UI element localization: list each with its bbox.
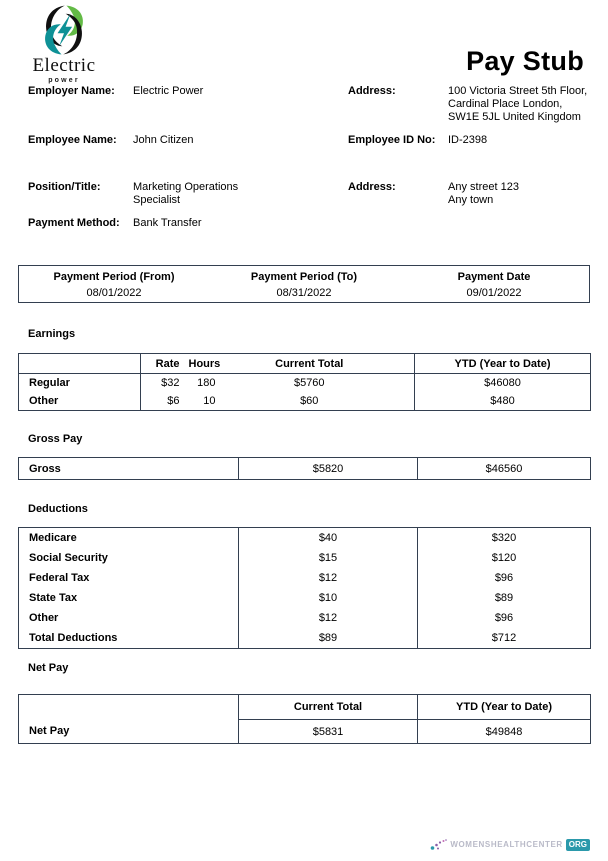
watermark xyxy=(430,838,590,851)
deduction-ytd: $320 xyxy=(418,528,591,549)
deductions-section-title: Deductions xyxy=(28,503,88,515)
earnings-row-regular xyxy=(19,374,591,393)
employee-id-label: Employee ID No: xyxy=(348,134,436,146)
payment-period-box xyxy=(18,265,590,303)
employee-id-value: ID-2398 xyxy=(448,134,488,146)
earnings-header-rate: Rate xyxy=(141,354,189,374)
deduction-current: $12 xyxy=(318,612,338,624)
earnings-header-hours: Hours xyxy=(189,354,235,374)
payment-period-from-header: Payment Period (From) xyxy=(53,271,175,283)
deduction-label: Medicare xyxy=(19,528,239,549)
earnings-table xyxy=(18,353,591,411)
employee-name-label: Employee Name: xyxy=(28,134,117,146)
net-pay-header-ytd: YTD (Year to Date) xyxy=(418,695,591,720)
deduction-current: $10 xyxy=(318,592,338,604)
payment-date-value: 09/01/2022 xyxy=(466,287,522,299)
deduction-label: Total Deductions xyxy=(19,628,239,649)
deduction-ytd: $96 xyxy=(418,608,591,628)
deductions-row-other xyxy=(19,608,591,628)
deductions-row-federal-tax xyxy=(19,568,591,588)
deduction-ytd: $120 xyxy=(418,548,591,568)
employee-address-label: Address: xyxy=(348,181,396,193)
gross-pay-table xyxy=(18,457,591,480)
net-pay-row-label: Net Pay xyxy=(19,695,239,744)
position-line2: Specialist xyxy=(133,194,181,206)
page-title: Pay Stub xyxy=(466,46,584,76)
employee-address-line2: Any town xyxy=(448,194,494,206)
deductions-row-medicare xyxy=(19,528,591,549)
position-title-value xyxy=(133,181,238,207)
gross-pay-section-title: Gross Pay xyxy=(28,433,83,445)
net-pay-current: $5831 xyxy=(312,725,344,738)
payment-period-from-value: 08/01/2022 xyxy=(86,287,142,299)
earnings-row-label: Other xyxy=(19,392,141,411)
deduction-ytd: $96 xyxy=(418,568,591,588)
employer-address-value xyxy=(448,85,587,124)
deduction-current: $15 xyxy=(318,552,338,564)
gross-row xyxy=(19,458,591,480)
employee-address-value xyxy=(448,181,519,207)
payment-period-to-header: Payment Period (To) xyxy=(250,271,358,283)
employee-name-value: John Citizen xyxy=(133,134,194,146)
earnings-row-current: $5760 xyxy=(293,377,325,389)
net-pay-header-current: Current Total xyxy=(239,695,418,720)
deduction-ytd: $89 xyxy=(418,588,591,608)
employer-address-line3: SW1E 5JL United Kingdom xyxy=(448,111,581,123)
deductions-row-social-security xyxy=(19,548,591,568)
deduction-current: $40 xyxy=(318,532,338,544)
deduction-label: Other xyxy=(19,608,239,628)
deduction-label: State Tax xyxy=(19,588,239,608)
employer-address-line1: 100 Victoria Street 5th Floor, xyxy=(448,85,588,97)
earnings-header-ytd: YTD (Year to Date) xyxy=(415,354,591,374)
net-pay-table xyxy=(18,694,591,744)
deductions-row-total xyxy=(19,628,591,649)
payment-date-header: Payment Date xyxy=(457,271,531,283)
deduction-label: Federal Tax xyxy=(19,568,239,588)
deductions-row-state-tax xyxy=(19,588,591,608)
deduction-current: $12 xyxy=(318,572,338,584)
deduction-current: $89 xyxy=(318,632,338,644)
employer-name-label: Employer Name: xyxy=(28,85,115,97)
watermark-site-name: WOMENSHEALTHCENTER xyxy=(450,840,563,849)
position-title-label: Position/Title: xyxy=(28,181,101,193)
deduction-ytd: $712 xyxy=(418,628,591,649)
position-line1: Marketing Operations xyxy=(133,181,239,193)
net-pay-section-title: Net Pay xyxy=(28,662,69,674)
employer-address-label: Address: xyxy=(348,85,396,97)
earnings-row-ytd: $46080 xyxy=(415,374,591,393)
earnings-row-other xyxy=(19,392,591,411)
earnings-row-rate: $6 xyxy=(167,395,180,407)
earnings-header-empty xyxy=(19,354,141,374)
gross-row-ytd: $46560 xyxy=(418,458,591,480)
employee-address-line1: Any street 123 xyxy=(448,181,519,193)
employer-address-line2: Cardinal Place London, xyxy=(448,98,563,110)
company-logo xyxy=(24,4,104,85)
deduction-label: Social Security xyxy=(19,548,239,568)
earnings-row-label: Regular xyxy=(19,374,141,393)
earnings-row-hours: 180 xyxy=(197,377,216,389)
payment-method-label: Payment Method: xyxy=(28,217,120,229)
brand-name: Electric xyxy=(32,55,96,76)
payment-method-value: Bank Transfer xyxy=(133,217,202,229)
earnings-section-title: Earnings xyxy=(28,328,76,340)
deductions-table xyxy=(18,527,591,649)
net-pay-ytd: $49848 xyxy=(418,720,591,744)
brand-tagline: power xyxy=(48,77,80,84)
watermark-dots-icon xyxy=(430,838,448,851)
watermark-org-badge: ORG xyxy=(566,839,590,851)
gross-row-label: Gross xyxy=(19,458,239,480)
earnings-header-current: Current Total xyxy=(235,354,415,374)
gross-row-current: $5820 xyxy=(312,462,344,475)
earnings-row-current: $60 xyxy=(300,395,319,407)
electric-power-logo-icon xyxy=(39,4,89,56)
employer-name-value: Electric Power xyxy=(133,85,204,97)
earnings-row-hours: 10 xyxy=(203,395,216,407)
earnings-row-ytd: $480 xyxy=(415,392,591,411)
earnings-row-rate: $32 xyxy=(161,377,180,389)
payment-period-to-value: 08/31/2022 xyxy=(276,287,332,299)
